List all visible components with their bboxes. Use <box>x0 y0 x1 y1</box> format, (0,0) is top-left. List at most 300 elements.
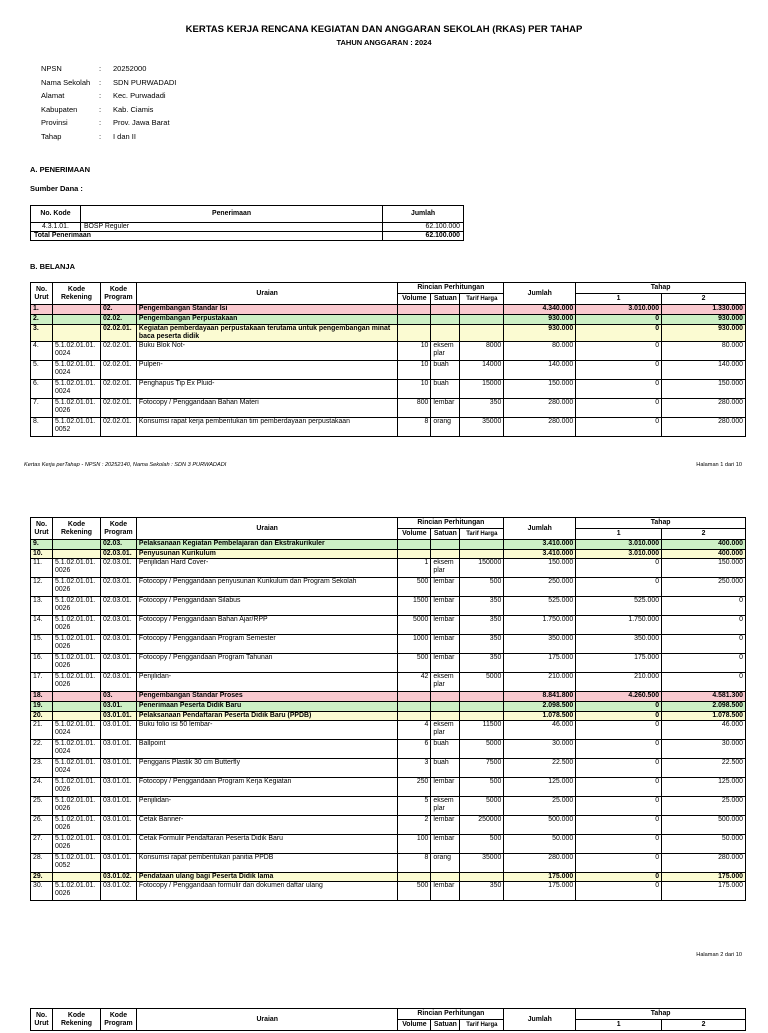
cell-kode-program: 02.03.01. <box>100 635 136 654</box>
cell-no: 23. <box>31 759 53 778</box>
cell-tarif <box>460 325 504 342</box>
cell-volume <box>398 305 431 315</box>
info-row <box>41 116 176 130</box>
header-tahap-2: 2 <box>662 529 746 540</box>
cell-kode-rekening <box>52 873 100 882</box>
cell-kode-program: 03.01.02. <box>100 882 136 901</box>
header-tarif: Tarif Harga <box>460 1020 504 1031</box>
cell-jumlah: 4.340.000 <box>504 305 576 315</box>
cell-no: 26. <box>31 816 53 835</box>
cell-kode-program: 03.01. <box>100 702 136 712</box>
table-row <box>31 635 746 654</box>
cell-no: 5. <box>31 361 53 380</box>
cell-jumlah: 25.000 <box>504 797 576 816</box>
cell-no: 7. <box>31 399 53 418</box>
footer-page-number-2: Halaman 2 dari 10 <box>696 952 742 958</box>
info-row <box>41 130 176 144</box>
cell-no: 16. <box>31 654 53 673</box>
header-rincian: Rincian Perhitungan <box>398 1009 504 1020</box>
cell-tahap-1: 0 <box>576 873 662 882</box>
page-1 <box>0 0 768 480</box>
cell-satuan: eksemplar <box>431 797 460 816</box>
cell-volume: 10 <box>398 342 431 361</box>
cell-volume <box>398 325 431 342</box>
cell-kode-program: 03.01.01. <box>100 816 136 835</box>
table-row <box>31 692 746 702</box>
cell-tahap-2: 150.000 <box>662 559 746 578</box>
cell-tahap-2: 280.000 <box>662 418 746 437</box>
header-tahap-2: 2 <box>662 1020 746 1031</box>
header-uraian: Uraian <box>136 518 397 540</box>
cell-uraian: Fotocopy / Penggandaan Program Kerja Kegiatan <box>136 778 397 797</box>
cell-tahap-2: 930.000 <box>662 325 746 342</box>
cell-satuan: lembar <box>431 616 460 635</box>
cell-no: 28. <box>31 854 53 873</box>
penerimaan-kode: 4.3.1.01. <box>31 223 81 232</box>
cell-volume: 1000 <box>398 635 431 654</box>
cell-tahap-1: 0 <box>576 854 662 873</box>
cell-kode-rekening: 5.1.02.01.01.0024 <box>52 721 100 740</box>
cell-no: 11. <box>31 559 53 578</box>
cell-satuan: orang <box>431 418 460 437</box>
cell-volume <box>398 692 431 702</box>
cell-tarif: 350 <box>460 597 504 616</box>
cell-tarif <box>460 702 504 712</box>
cell-uraian: Penjilidan- <box>136 797 397 816</box>
cell-uraian: Ballpoint <box>136 740 397 759</box>
cell-tahap-1: 0 <box>576 721 662 740</box>
cell-tarif: 5000 <box>460 740 504 759</box>
cell-kode-program: 02.02. <box>100 315 136 325</box>
cell-kode-program: 02.03.01. <box>100 550 136 559</box>
cell-jumlah: 175.000 <box>504 882 576 901</box>
cell-volume <box>398 550 431 559</box>
cell-volume: 500 <box>398 578 431 597</box>
cell-kode-rekening <box>52 550 100 559</box>
cell-no: 2. <box>31 315 53 325</box>
cell-no: 14. <box>31 616 53 635</box>
cell-tahap-2: 30.000 <box>662 740 746 759</box>
cell-uraian: Pengembangan Perpustakaan <box>136 315 397 325</box>
header-tahap-1: 1 <box>576 1020 662 1031</box>
cell-volume <box>398 702 431 712</box>
header-satuan: Satuan <box>431 1020 460 1031</box>
cell-uraian: Penerimaan Peserta Didik Baru <box>136 702 397 712</box>
cell-uraian: Pelaksanaan Pendaftaran Peserta Didik Baru (PPDB) <box>136 712 397 721</box>
cell-tahap-1: 1.750.000 <box>576 616 662 635</box>
cell-tahap-2: 2.098.500 <box>662 702 746 712</box>
cell-kode-program: 03.01.01. <box>100 854 136 873</box>
cell-kode-program: 03.01.01. <box>100 778 136 797</box>
table-row <box>31 361 746 380</box>
info-value: SDN PURWADADI <box>113 77 177 87</box>
cell-no: 21. <box>31 721 53 740</box>
cell-jumlah: 525.000 <box>504 597 576 616</box>
cell-tarif <box>460 540 504 550</box>
cell-kode-rekening: 5.1.02.01.01.0026 <box>52 578 100 597</box>
cell-uraian: Fotocopy / Penggandaan Program Semester <box>136 635 397 654</box>
belanja-table-page-2 <box>30 517 746 901</box>
cell-jumlah: 80.000 <box>504 342 576 361</box>
header-no-urut: No. Urut <box>31 283 53 305</box>
belanja-table-page-3 <box>30 1008 746 1031</box>
header-kode-rekening: Kode Rekening <box>52 518 100 540</box>
cell-kode-program: 02.03.01. <box>100 673 136 692</box>
table-row <box>31 399 746 418</box>
sumber-dana-label: Sumber Dana : <box>30 184 83 193</box>
cell-no: 17. <box>31 673 53 692</box>
table-row <box>31 873 746 882</box>
table-row <box>31 654 746 673</box>
table-row <box>31 305 746 315</box>
cell-kode-program: 03.01.01. <box>100 721 136 740</box>
total-penerimaan-value: 62.100.000 <box>383 232 464 241</box>
header-penerimaan: Penerimaan <box>80 206 382 223</box>
cell-kode-rekening: 5.1.02.01.01.0026 <box>52 616 100 635</box>
header-satuan: Satuan <box>431 294 460 305</box>
header-tahap: Tahap <box>576 283 746 294</box>
cell-tahap-1: 0 <box>576 712 662 721</box>
header-jumlah: Jumlah <box>504 1009 576 1031</box>
cell-kode-program: 03.01.01. <box>100 712 136 721</box>
cell-kode-rekening: 5.1.02.01.01.0024 <box>52 740 100 759</box>
cell-tahap-1: 0 <box>576 702 662 712</box>
cell-tahap-1: 525.000 <box>576 597 662 616</box>
header-satuan: Satuan <box>431 529 460 540</box>
cell-volume: 1 <box>398 559 431 578</box>
cell-volume: 500 <box>398 882 431 901</box>
cell-no: 22. <box>31 740 53 759</box>
cell-jumlah: 350.000 <box>504 635 576 654</box>
cell-kode-rekening: 5.1.02.01.01.0026 <box>52 816 100 835</box>
cell-kode-rekening: 5.1.02.01.01.0026 <box>52 778 100 797</box>
cell-kode-program: 02.02.01. <box>100 399 136 418</box>
cell-volume <box>398 712 431 721</box>
cell-tahap-1: 0 <box>576 759 662 778</box>
table-row <box>31 740 746 759</box>
info-row <box>41 76 176 90</box>
header-uraian: Uraian <box>136 283 397 305</box>
cell-kode-program: 02.03.01. <box>100 597 136 616</box>
cell-satuan: lembar <box>431 882 460 901</box>
cell-no: 12. <box>31 578 53 597</box>
cell-kode-rekening: 5.1.02.01.01.0024 <box>52 380 100 399</box>
cell-jumlah: 125.000 <box>504 778 576 797</box>
cell-satuan: lembar <box>431 578 460 597</box>
info-colon: : <box>99 104 102 114</box>
cell-kode-rekening: 5.1.02.01.01.0026 <box>52 673 100 692</box>
header-tahap: Tahap <box>576 518 746 529</box>
cell-jumlah: 250.000 <box>504 578 576 597</box>
cell-kode-program: 03.01.01. <box>100 835 136 854</box>
cell-uraian: Fotocopy / Penggandaan Bahan Ajar/RPP <box>136 616 397 635</box>
info-value: Kec. Purwadadi <box>113 91 166 100</box>
cell-volume: 2 <box>398 816 431 835</box>
cell-tahap-2: 400.000 <box>662 550 746 559</box>
cell-volume: 3 <box>398 759 431 778</box>
info-value: Kab. Ciamis <box>113 104 154 114</box>
cell-tahap-1: 0 <box>576 342 662 361</box>
header-kode-program: Kode Program <box>100 283 136 305</box>
cell-tahap-1: 350.000 <box>576 635 662 654</box>
cell-kode-program: 03.01.01. <box>100 759 136 778</box>
cell-kode-program: 02. <box>100 305 136 315</box>
table-row <box>31 778 746 797</box>
cell-uraian: Cetak Banner- <box>136 816 397 835</box>
cell-tahap-2: 46.000 <box>662 721 746 740</box>
cell-satuan: lembar <box>431 778 460 797</box>
cell-satuan <box>431 873 460 882</box>
cell-no: 3. <box>31 325 53 342</box>
cell-uraian: Pengembangan Standar Proses <box>136 692 397 702</box>
cell-tarif: 350 <box>460 399 504 418</box>
table-row <box>31 418 746 437</box>
footer-left: Kertas Kerja perTahap - NPSN : 20252140, Nama Sekolah : SDN 3 PURWADADI <box>24 462 227 468</box>
cell-tarif <box>460 873 504 882</box>
cell-jumlah: 1.078.500 <box>504 712 576 721</box>
cell-uraian: Konsumsi rapat pembentukan panitia PPDB <box>136 854 397 873</box>
cell-tahap-2: 280.000 <box>662 399 746 418</box>
header-tarif: Tarif Harga <box>460 529 504 540</box>
cell-uraian: Fotocopy / Penggandaan formulir dan dokumen daftar ulang <box>136 882 397 901</box>
cell-volume: 800 <box>398 399 431 418</box>
cell-uraian: Konsumsi rapat kerja pembentukan tim pemberdayaan perpustakaan <box>136 418 397 437</box>
cell-volume: 8 <box>398 854 431 873</box>
cell-uraian: Pelaksanaan Kegiatan Pembelajaran dan Ekstrakurikuler <box>136 540 397 550</box>
header-no-urut: No. Urut <box>31 1009 53 1031</box>
cell-jumlah: 175.000 <box>504 654 576 673</box>
cell-tahap-1: 0 <box>576 835 662 854</box>
cell-tahap-2: 1.078.500 <box>662 712 746 721</box>
cell-no: 27. <box>31 835 53 854</box>
cell-satuan <box>431 540 460 550</box>
cell-jumlah: 46.000 <box>504 721 576 740</box>
cell-kode-program: 03.01.01. <box>100 797 136 816</box>
info-row <box>41 62 176 76</box>
cell-jumlah: 280.000 <box>504 854 576 873</box>
penerimaan-nama: BOSP Reguler <box>80 223 382 232</box>
cell-volume: 6 <box>398 740 431 759</box>
cell-kode-program: 02.03.01. <box>100 559 136 578</box>
cell-tarif: 150000 <box>460 559 504 578</box>
cell-kode-rekening: 5.1.02.01.01.0024 <box>52 342 100 361</box>
cell-tahap-1: 0 <box>576 778 662 797</box>
header-rincian: Rincian Perhitungan <box>398 518 504 529</box>
cell-satuan: lembar <box>431 816 460 835</box>
cell-tahap-2: 280.000 <box>662 854 746 873</box>
cell-no: 8. <box>31 418 53 437</box>
table-row <box>31 721 746 740</box>
cell-satuan: buah <box>431 361 460 380</box>
cell-tahap-1: 0 <box>576 315 662 325</box>
cell-jumlah: 1.750.000 <box>504 616 576 635</box>
cell-jumlah: 2.098.500 <box>504 702 576 712</box>
cell-tarif <box>460 550 504 559</box>
cell-tarif <box>460 692 504 702</box>
header-tarif: Tarif Harga <box>460 294 504 305</box>
cell-tahap-2: 150.000 <box>662 380 746 399</box>
info-label: Nama Sekolah <box>41 77 91 87</box>
cell-tarif <box>460 315 504 325</box>
cell-tarif: 350 <box>460 654 504 673</box>
cell-tahap-1: 0 <box>576 882 662 901</box>
cell-uraian: Penghapus Tip Ex Pluid- <box>136 380 397 399</box>
cell-tahap-2: 250.000 <box>662 578 746 597</box>
header-kode-program: Kode Program <box>100 518 136 540</box>
cell-kode-rekening <box>52 315 100 325</box>
cell-tahap-1: 0 <box>576 380 662 399</box>
cell-tarif: 11500 <box>460 721 504 740</box>
cell-kode-rekening: 5.1.02.01.01.0052 <box>52 854 100 873</box>
cell-kode-program: 02.03.01. <box>100 578 136 597</box>
cell-tahap-1: 4.260.500 <box>576 692 662 702</box>
cell-satuan: eksemplar <box>431 673 460 692</box>
cell-kode-program: 02.02.01. <box>100 342 136 361</box>
cell-no: 18. <box>31 692 53 702</box>
cell-tahap-2: 4.581.300 <box>662 692 746 702</box>
cell-tarif: 500 <box>460 578 504 597</box>
cell-volume: 100 <box>398 835 431 854</box>
cell-tarif: 350 <box>460 616 504 635</box>
cell-satuan <box>431 692 460 702</box>
table-row <box>31 673 746 692</box>
table-row <box>31 342 746 361</box>
header-uraian: Uraian <box>136 1009 397 1031</box>
cell-tahap-2: 0 <box>662 673 746 692</box>
cell-tarif: 14000 <box>460 361 504 380</box>
cell-tarif: 350 <box>460 635 504 654</box>
table-row <box>31 797 746 816</box>
table-row <box>31 578 746 597</box>
cell-tarif: 35000 <box>460 418 504 437</box>
cell-tarif: 15000 <box>460 380 504 399</box>
cell-uraian: Pendataan ulang bagi Peserta Didik lama <box>136 873 397 882</box>
cell-kode-rekening: 5.1.02.01.01.0024 <box>52 759 100 778</box>
info-label: Alamat <box>41 91 65 100</box>
header-kode-program: Kode Program <box>100 1009 136 1031</box>
cell-tahap-1: 0 <box>576 325 662 342</box>
cell-kode-rekening: 5.1.02.01.01.0024 <box>52 361 100 380</box>
table-row <box>31 380 746 399</box>
cell-tahap-2: 125.000 <box>662 778 746 797</box>
cell-jumlah: 22.500 <box>504 759 576 778</box>
cell-volume <box>398 873 431 882</box>
cell-tahap-1: 0 <box>576 578 662 597</box>
cell-tahap-1: 0 <box>576 559 662 578</box>
cell-kode-rekening <box>52 712 100 721</box>
cell-kode-rekening: 5.1.02.01.01.0026 <box>52 797 100 816</box>
cell-kode-rekening: 5.1.02.01.01.0026 <box>52 635 100 654</box>
cell-volume: 5 <box>398 797 431 816</box>
cell-jumlah: 50.000 <box>504 835 576 854</box>
cell-no: 9. <box>31 540 53 550</box>
page-2 <box>0 500 768 970</box>
cell-uraian: Pengembangan Standar Isi <box>136 305 397 315</box>
cell-kode-rekening: 5.1.02.01.01.0026 <box>52 559 100 578</box>
cell-jumlah: 30.000 <box>504 740 576 759</box>
cell-tahap-1: 0 <box>576 740 662 759</box>
table-row <box>31 315 746 325</box>
penerimaan-table <box>30 205 464 241</box>
cell-kode-rekening <box>52 305 100 315</box>
cell-jumlah: 3.410.000 <box>504 540 576 550</box>
cell-tahap-2: 930.000 <box>662 315 746 325</box>
cell-jumlah: 930.000 <box>504 325 576 342</box>
cell-tahap-1: 0 <box>576 418 662 437</box>
info-colon: : <box>99 91 102 100</box>
cell-jumlah: 3.410.000 <box>504 550 576 559</box>
total-penerimaan-label: Total Penerimaan <box>31 232 383 241</box>
cell-tahap-1: 3.010.000 <box>576 540 662 550</box>
info-row <box>41 89 176 103</box>
info-label: Provinsi <box>41 118 68 127</box>
cell-kode-rekening: 5.1.02.01.01.0026 <box>52 597 100 616</box>
cell-kode-rekening <box>52 540 100 550</box>
cell-tahap-2: 175.000 <box>662 882 746 901</box>
cell-tahap-1: 210.000 <box>576 673 662 692</box>
cell-no: 1. <box>31 305 53 315</box>
header-kode-rekening: Kode Rekening <box>52 1009 100 1031</box>
info-value: Prov. Jawa Barat <box>113 118 170 127</box>
cell-no: 20. <box>31 712 53 721</box>
header-volume: Volume <box>398 1020 431 1031</box>
section-penerimaan-title: A. PENERIMAAN <box>30 165 91 174</box>
table-row <box>31 835 746 854</box>
cell-satuan: eksemplar <box>431 342 460 361</box>
document-subtitle: TAHUN ANGGARAN : 2024 <box>336 38 432 47</box>
cell-tahap-2: 140.000 <box>662 361 746 380</box>
cell-tarif: 8000 <box>460 342 504 361</box>
cell-volume: 10 <box>398 380 431 399</box>
table-row <box>31 597 746 616</box>
footer-page-number: Halaman 1 dari 10 <box>696 462 742 468</box>
table-row <box>31 882 746 901</box>
cell-no: 24. <box>31 778 53 797</box>
cell-satuan <box>431 325 460 342</box>
cell-jumlah: 150.000 <box>504 380 576 399</box>
cell-volume: 500 <box>398 654 431 673</box>
cell-tahap-2: 175.000 <box>662 873 746 882</box>
header-rincian: Rincian Perhitungan <box>398 283 504 294</box>
cell-uraian: Penyusunan Kurikulum <box>136 550 397 559</box>
info-label: Tahap <box>41 131 62 141</box>
info-label: Kabupaten <box>41 104 78 114</box>
cell-uraian: Fotocopy / Penggandaan penyusunan Kurikulum dan Program Sekolah <box>136 578 397 597</box>
page-3 <box>0 1003 768 1033</box>
document-title: KERTAS KERJA RENCANA KEGIATAN DAN ANGGARAN SEKOLAH (RKAS) PER TAHAP <box>185 24 583 35</box>
cell-volume: 250 <box>398 778 431 797</box>
cell-volume: 1500 <box>398 597 431 616</box>
cell-tahap-1: 3.010.000 <box>576 305 662 315</box>
table-row <box>31 702 746 712</box>
cell-tahap-2: 0 <box>662 616 746 635</box>
cell-no: 6. <box>31 380 53 399</box>
cell-uraian: Kegiatan pemberdayaan perpustakaan terutama untuk pengembangan minat baca peserta didik <box>136 325 397 342</box>
cell-tahap-2: 500.000 <box>662 816 746 835</box>
header-jumlah: Jumlah <box>504 518 576 540</box>
cell-kode-rekening <box>52 692 100 702</box>
table-row <box>31 325 746 342</box>
penerimaan-jumlah: 62.100.000 <box>383 223 464 232</box>
cell-no: 30. <box>31 882 53 901</box>
info-value: I dan II <box>113 131 136 141</box>
cell-tahap-2: 1.330.000 <box>662 305 746 315</box>
cell-tarif: 7500 <box>460 759 504 778</box>
cell-no: 4. <box>31 342 53 361</box>
cell-uraian: Buku Blok Not- <box>136 342 397 361</box>
info-colon: : <box>99 77 102 87</box>
info-colon: : <box>99 118 102 127</box>
